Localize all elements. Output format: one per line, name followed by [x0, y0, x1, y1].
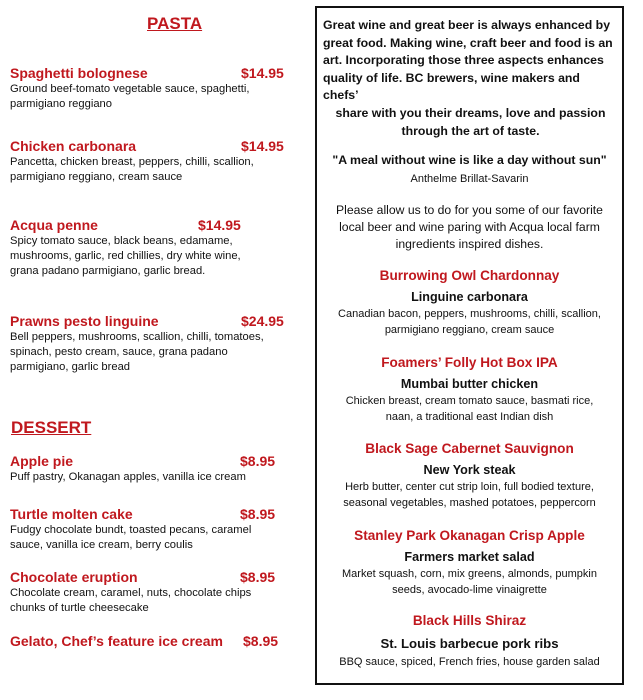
item-price: $8.95: [240, 569, 276, 585]
pairing-description: Canadian bacon, peppers, mushrooms, chilli, scallion, parmigiano reggiano, cream sauce: [338, 308, 601, 336]
item-name: Spaghetti bolognese: [10, 65, 148, 81]
pairing-description: BBQ sauce, spiced, French fries, house garden salad: [339, 656, 600, 668]
item-price: $14.95: [241, 138, 284, 154]
pairing-foamers-folly: [317, 354, 622, 425]
pairing-description: Chicken breast, cream tomato sauce, basmati rice, naan, a traditional east Indian dish: [345, 395, 594, 423]
pairing-wine: Burrowing Owl Chardonnay: [379, 268, 560, 283]
quote-author: Anthelme Brillat-Savarin: [410, 173, 529, 185]
dessert-heading: DESSERT: [11, 418, 92, 437]
item-description: Spicy tomato sauce, black beans, edamame, mushrooms, garlic, red chillies, dry white wine, grana padano parmigiano, garlic bread.: [10, 235, 241, 277]
item-name: Gelato, Chef’s feature ice cream: [10, 633, 223, 649]
pairing-wine: Black Sage Cabernet Sauvignon: [365, 441, 574, 456]
pairing-description: Market squash, corn, mix greens, almonds, pumpkin seeds, avocado-lime vinaigrette: [342, 568, 597, 596]
menu-item-prawns-pesto-linguine: [10, 312, 292, 375]
item-name: Apple pie: [10, 453, 74, 469]
item-price: $14.95: [241, 65, 284, 81]
item-name: Acqua penne: [10, 217, 98, 233]
pairing-dish: Mumbai butter chicken: [400, 377, 539, 391]
item-price: $24.95: [241, 313, 284, 329]
item-price: $8.95: [243, 633, 279, 649]
item-name: Turtle molten cake: [10, 506, 133, 522]
menu-item-turtle-molten-cake: [10, 505, 292, 553]
pairing-box: [315, 6, 624, 685]
menu-item-spaghetti-bolognese: [10, 64, 292, 112]
menu-item-chocolate-eruption: [10, 568, 292, 616]
item-description: Pancetta, chicken breast, peppers, chilli, scallion, parmigiano reggiano, cream sauce: [10, 156, 254, 183]
pairing-wine: Foamers’ Folly Hot Box IPA: [381, 355, 558, 370]
pairing-dish: St. Louis barbecue pork ribs: [380, 636, 559, 651]
pairing-black-hills: [317, 612, 622, 670]
pairing-intro: Please allow us to do for you some of our favorite local beer and wine paring with Acqua local farm ingredients inspired dishes.: [336, 203, 603, 252]
menu-item-apple-pie: [10, 452, 292, 485]
pairing-dish: New York steak: [423, 463, 516, 477]
menu-item-chicken-carbonara: [10, 137, 292, 185]
item-name: Prawns pesto linguine: [10, 313, 159, 329]
pairing-wine: Stanley Park Okanagan Crisp Apple: [354, 528, 585, 543]
item-name: Chocolate eruption: [10, 569, 138, 585]
item-description: Bell peppers, mushrooms, scallion, chilli, tomatoes, spinach, pesto cream, sauce, grana padano parmigiano, garlic bread: [10, 331, 264, 373]
menu-item-gelato: [10, 632, 292, 650]
item-name: Chicken carbonara: [10, 138, 137, 154]
item-description: Fudgy chocolate bundt, toasted pecans, caramel sauce, vanilla ice cream, berry coulis: [10, 524, 252, 551]
pairing-dish: Linguine carbonara: [411, 290, 528, 304]
item-description: Chocolate cream, caramel, nuts, chocolate chips chunks of turtle cheesecake: [10, 587, 252, 614]
intro-text: Great wine and great beer is always enhanced by great food. Making wine, craft beer and food is an art. Incorporating those three aspects enhances quality of life. BC brewers, wine makers and chefs’ share with you their dreams, love and passion through the art of taste.: [323, 18, 613, 138]
menu-item-acqua-penne: [10, 216, 292, 279]
item-price: $8.95: [240, 506, 276, 522]
quote-text: "A meal without wine is like a day without sun": [332, 153, 607, 167]
pairing-wine: Black Hills Shiraz: [412, 613, 527, 628]
pairing-stanley-park: [317, 527, 622, 598]
pairing-black-sage: [317, 440, 622, 511]
item-price: $14.95: [198, 217, 241, 233]
pairing-dish: Farmers market salad: [404, 550, 535, 564]
item-price: $8.95: [240, 453, 276, 469]
item-description: Ground beef-tomato vegetable sauce, spaghetti, parmigiano reggiano: [10, 83, 250, 110]
pairing-burrowing-owl: [317, 267, 622, 338]
item-description: Puff pastry, Okanagan apples, vanilla ice cream: [10, 471, 246, 483]
pairing-description: Herb butter, center cut strip loin, full bodied texture, seasonal vegetables, mashed potatoes, peppercorn: [343, 481, 596, 509]
pasta-heading: PASTA: [147, 14, 203, 33]
